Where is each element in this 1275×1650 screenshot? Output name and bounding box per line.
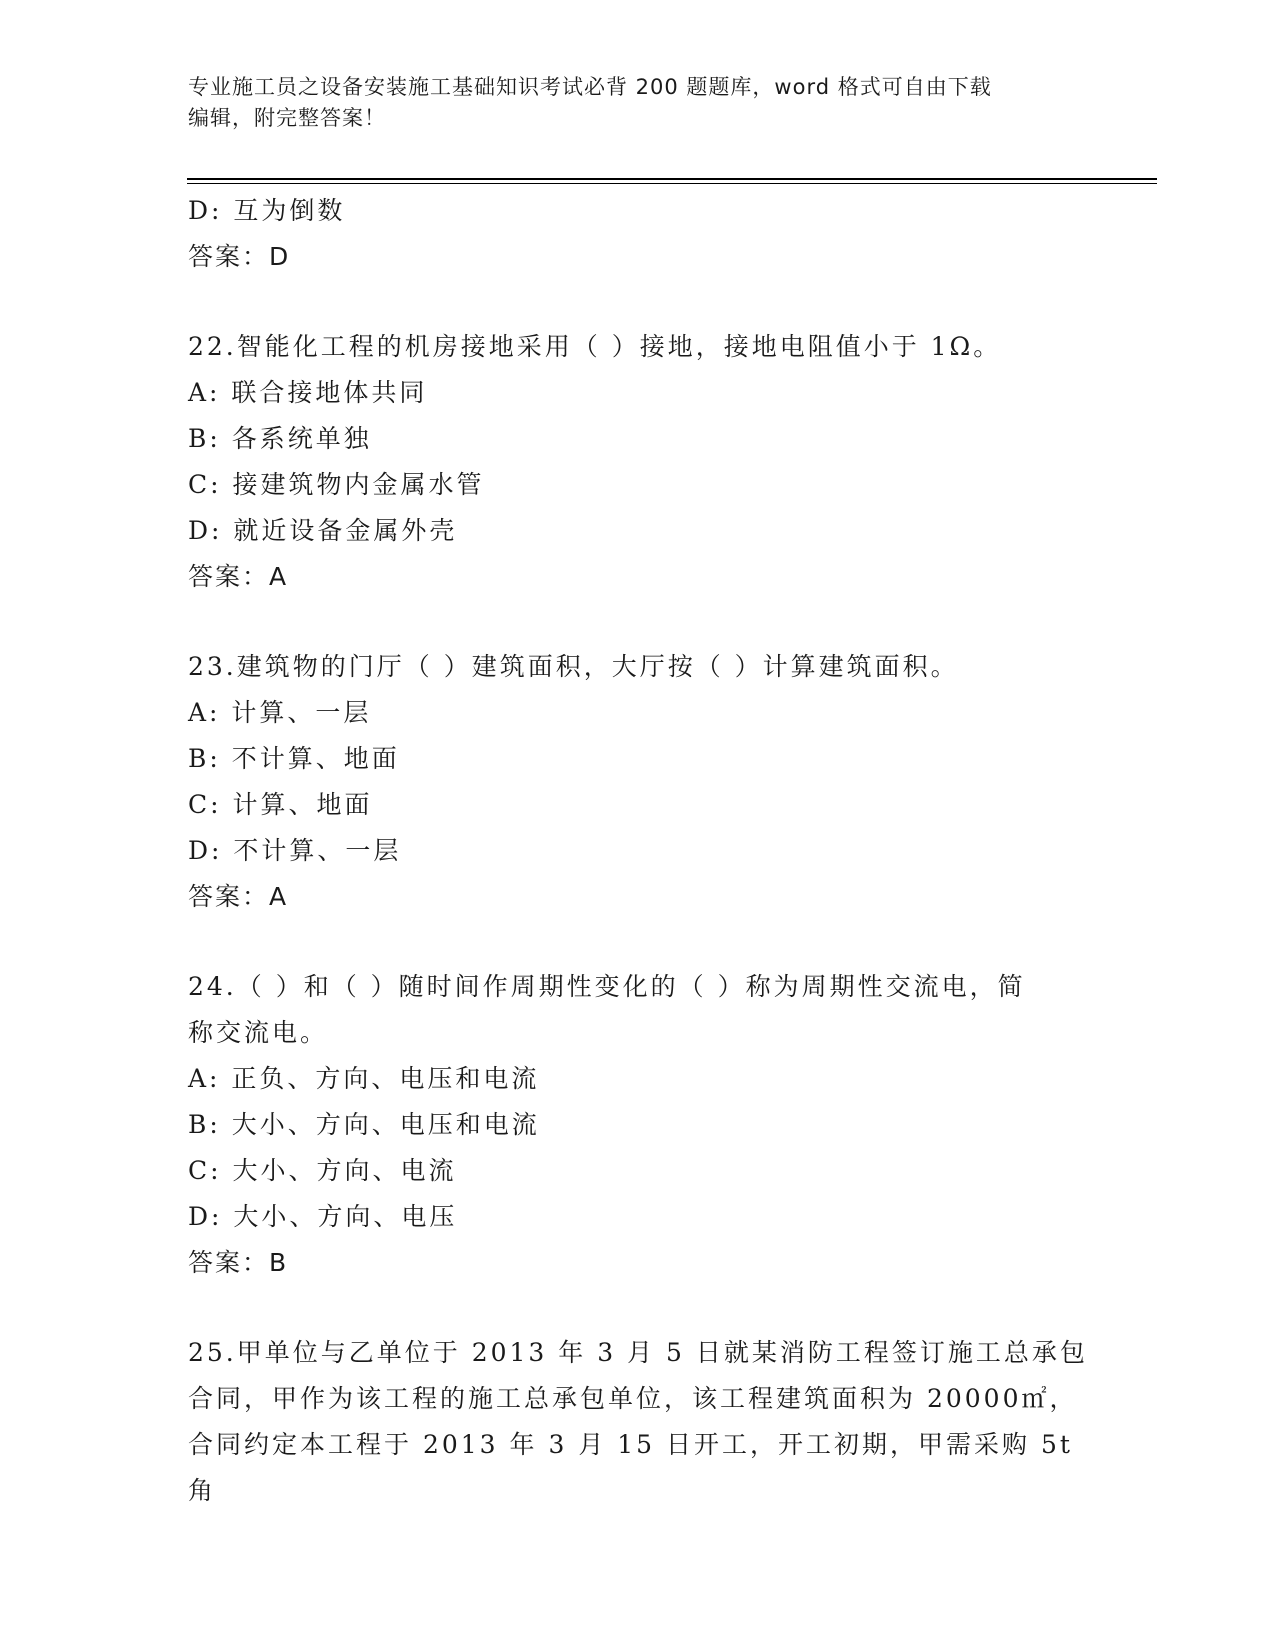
option-d: D: 大小、方向、电压: [188, 1202, 458, 1231]
answer-line: 答案：A: [188, 562, 289, 591]
option-d: D: 互为倒数: [188, 196, 346, 225]
question-23: [188, 644, 1088, 920]
option-a: A: 正负、方向、电压和电流: [188, 1064, 540, 1093]
answer-line: 答案：D: [188, 242, 291, 271]
question-text: 24.（ ）和（ ）随时间作周期性变化的（ ）称为周期性交流电，简: [188, 972, 1026, 1001]
option-b: B: 各系统单独: [188, 424, 372, 453]
option-c: C: 接建筑物内金属水管: [188, 470, 485, 499]
option-d: D: 就近设备金属外壳: [188, 516, 458, 545]
question-text: 25.甲单位与乙单位于 2013 年 3 月 5 日就某消防工程签订施工总承包: [188, 1338, 1088, 1367]
question-text: 23.建筑物的门厅（ ）建筑面积，大厅按（ ）计算建筑面积。: [188, 652, 959, 681]
question-text-continued: 合同，甲作为该工程的施工总承包单位，该工程建筑面积为 20000㎡，: [188, 1384, 1078, 1413]
document-body: [188, 188, 1088, 1514]
question-text: 22.智能化工程的机房接地采用（ ）接地，接地电阻值小于 1Ω。: [188, 332, 1002, 361]
question-text-continued: 合同约定本工程于 2013 年 3 月 15 日开工，开工初期，甲需采购 5t 角: [188, 1430, 1073, 1505]
question-25: [188, 1330, 1088, 1514]
option-c: C: 大小、方向、电流: [188, 1156, 457, 1185]
page-header: [188, 72, 1088, 134]
option-b: B: 大小、方向、电压和电流: [188, 1110, 540, 1139]
question-text-continued: 称交流电。: [188, 1018, 329, 1047]
option-b: B: 不计算、地面: [188, 744, 400, 773]
option-d: D: 不计算、一层: [188, 836, 402, 865]
header-line-1: 专业施工员之设备安装施工基础知识考试必背 200 题题库，word 格式可自由下载: [188, 75, 992, 99]
question-22: [188, 324, 1088, 600]
question-fragment: [188, 188, 1088, 280]
option-a: A: 联合接地体共同: [188, 378, 428, 407]
option-a: A: 计算、一层: [188, 698, 372, 727]
option-c: C: 计算、地面: [188, 790, 373, 819]
answer-line: 答案：A: [188, 882, 289, 911]
answer-line: 答案：B: [188, 1248, 289, 1277]
header-line-2: 编辑，附完整答案！: [188, 106, 386, 130]
header-divider-thick: [187, 178, 1157, 180]
header-divider-thin: [187, 183, 1157, 184]
question-24: [188, 964, 1088, 1286]
